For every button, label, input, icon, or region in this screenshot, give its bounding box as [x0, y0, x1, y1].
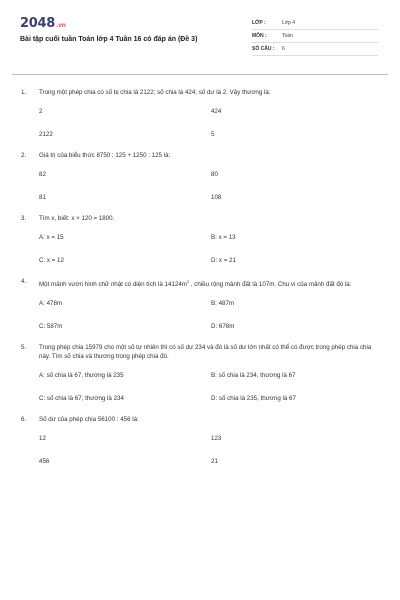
question-stem	[12, 88, 388, 97]
option-b[interactable]: B: số chia là 234, thương là 67	[211, 372, 296, 380]
answer-options	[12, 107, 388, 139]
question-number: 5.	[21, 344, 27, 352]
question-number: 3.	[21, 215, 27, 222]
answer-options	[12, 371, 388, 403]
question-text-part: , chiều rộng mảnh đất là 107m. Chu vi của mảnh đất đó là:	[189, 281, 352, 289]
option-b[interactable]: 123	[211, 435, 222, 443]
option-c[interactable]: 456	[39, 458, 50, 466]
meta-info	[252, 17, 378, 56]
option-a[interactable]: 2	[39, 108, 43, 115]
question-number: 4.	[21, 278, 27, 285]
option-b[interactable]: B: x = 13	[211, 234, 236, 241]
logo-suffix: .vn	[55, 22, 66, 29]
option-d[interactable]: 108	[211, 194, 222, 201]
option-a[interactable]: 82	[39, 171, 46, 178]
question-text: Số dư của phép chia 56100 : 456 là:	[39, 416, 139, 424]
option-a[interactable]: 12	[39, 435, 46, 443]
worksheet-header	[12, 8, 388, 68]
meta-key: LỚP :	[252, 20, 266, 26]
question-2	[12, 151, 388, 202]
question-text-part: Một mảnh vườn hình chữ nhật có diện tích là 14124m	[39, 281, 187, 289]
logo-main: 2048	[20, 16, 55, 31]
meta-row-count	[252, 43, 378, 56]
question-text	[39, 277, 376, 289]
question-1	[12, 88, 388, 139]
meta-value: Toán	[282, 33, 293, 39]
question-text: Tìm x, biết: x × 120 = 1800.	[39, 215, 115, 222]
question-stem	[12, 214, 388, 223]
worksheet-title: Bài tập cuối tuần Toán lớp 4 Tuần 16 có đáp án (Đề 3)	[20, 36, 198, 43]
option-b[interactable]: 80	[211, 171, 218, 178]
meta-row-subject	[252, 30, 378, 43]
question-stem	[12, 343, 388, 361]
option-c[interactable]: C: 587m	[39, 323, 63, 331]
question-number: 2.	[21, 152, 27, 159]
superscript: 2	[186, 279, 190, 284]
option-d[interactable]: D: x = 21	[211, 257, 236, 264]
question-number: 6.	[21, 416, 27, 424]
question-list	[12, 88, 388, 472]
worksheet-page	[12, 8, 388, 592]
question-3	[12, 214, 388, 265]
meta-value: Lớp 4	[282, 20, 296, 26]
option-d[interactable]: 5	[211, 131, 215, 138]
option-d[interactable]: D: số chia là 235, thương là 67	[211, 395, 296, 403]
question-number: 1.	[21, 89, 27, 96]
option-a[interactable]: A: 478m	[39, 300, 63, 308]
option-c[interactable]: 81	[39, 194, 46, 201]
answer-options	[12, 170, 388, 202]
option-c[interactable]: C: x = 12	[39, 257, 64, 264]
answer-options	[12, 434, 388, 466]
question-text: Trong một phép chia có số bị chia là 2122; số chia là 424; số dư là 2. Vậy thương là:	[39, 89, 271, 96]
answer-options	[12, 233, 388, 265]
header-divider	[12, 74, 388, 75]
question-text: Trong phép chia 15979 cho một số tự nhiên thì có số dư 234 và đó là số dư lớn nhất có thể có được trong phép chia chia này. Tìm số chia và thương trong phép chia đó.	[39, 344, 372, 361]
option-a[interactable]: A: số chia là 67, thương là 235	[39, 372, 124, 380]
option-c[interactable]: C: số chia là 67, thương là 234	[39, 395, 124, 403]
question-stem	[12, 277, 388, 289]
question-stem	[12, 151, 388, 160]
question-5	[12, 343, 388, 403]
question-text: Giá trị của biểu thức 8750 : 125 + 1250 : 125 là:	[39, 152, 171, 159]
meta-key: MÔN :	[252, 33, 267, 39]
option-d[interactable]: D: 678m	[211, 323, 235, 331]
option-b[interactable]: 424	[211, 108, 222, 115]
answer-options	[12, 299, 388, 331]
meta-key: SỐ CÂU :	[252, 46, 275, 52]
question-6	[12, 415, 388, 466]
option-c[interactable]: 2122	[39, 131, 53, 138]
question-stem	[12, 415, 388, 424]
question-4	[12, 277, 388, 331]
option-b[interactable]: B: 487m	[211, 300, 235, 308]
option-a[interactable]: A: x = 15	[39, 234, 64, 241]
site-logo[interactable]	[20, 16, 66, 31]
meta-row-class	[252, 17, 378, 30]
option-d[interactable]: 21	[211, 458, 218, 466]
meta-value: 6	[282, 46, 285, 52]
